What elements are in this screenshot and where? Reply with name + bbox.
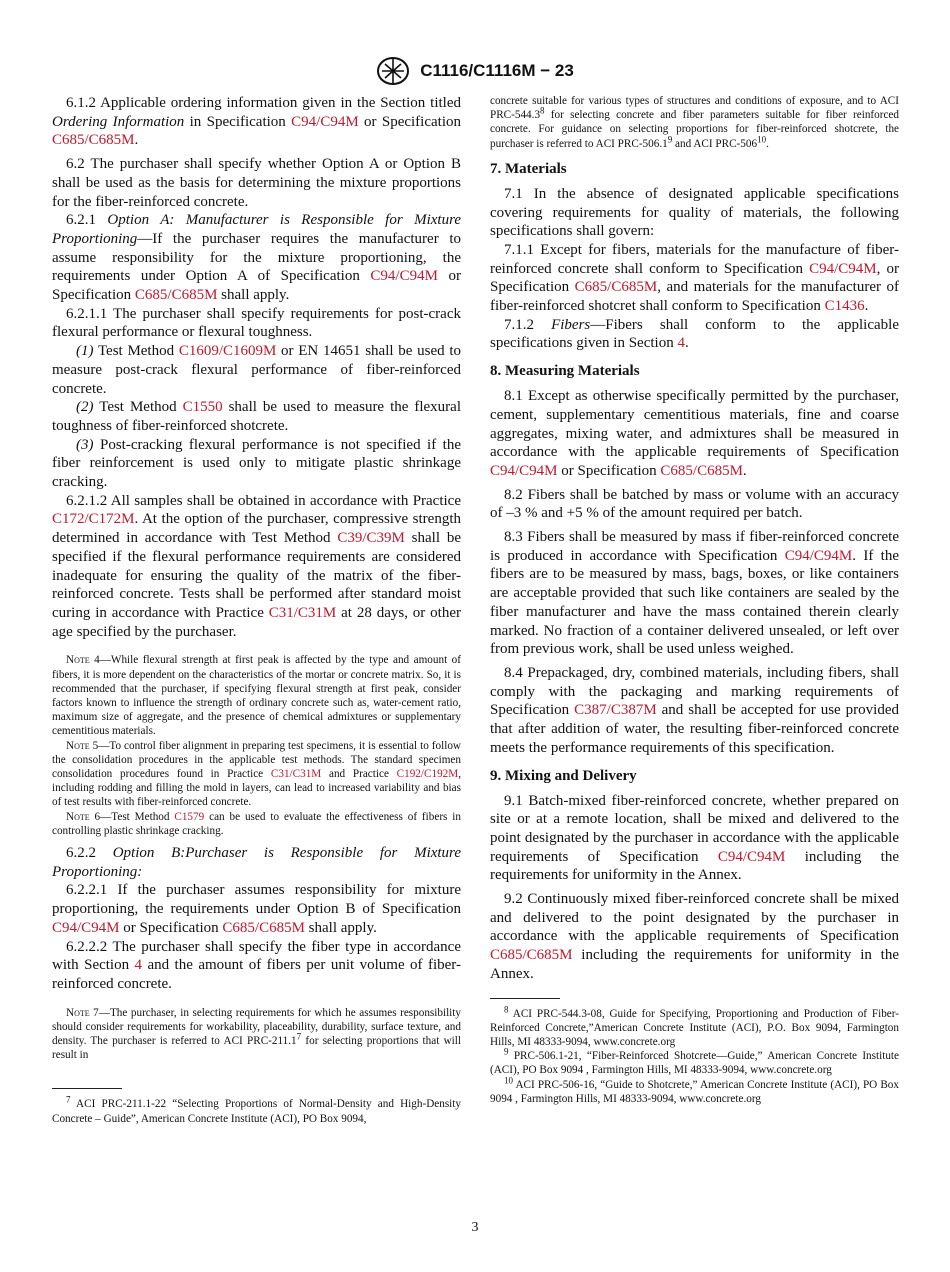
para-6-2: 6.2 The purchaser shall specify whether Option A or Option B shall be used as the basis for determining the mixture proportions for the fiber-reinforced concrete.: [52, 156, 461, 210]
link-c94[interactable]: C94/C94M: [52, 919, 120, 936]
link-c172[interactable]: C172/C172M: [52, 511, 135, 528]
left-column: [52, 94, 461, 1126]
para-9-2: 9.2 Continuously mixed fiber-reinforced concrete shall be mixed and delivered to the point designated by the purchaser in accordance with the applicable requirements of Specification C685/C685M including the requirements for uniformity in the Annex.: [490, 891, 899, 982]
link-c1579[interactable]: C1579: [174, 810, 205, 823]
footnote-divider: [52, 1088, 122, 1089]
para-6-2-2-2: 6.2.2.2 The purchaser shall specify the fiber type in accordance with Section 4 and the amount of fibers per unit volume of fiber-reinforced concrete.: [52, 938, 461, 992]
link-c1609[interactable]: C1609/C1609M: [178, 343, 277, 360]
right-column: [490, 94, 899, 1106]
section-heading-7: 7. Materials: [490, 160, 567, 177]
page-header: [0, 56, 950, 86]
link-c94[interactable]: C94/C94M: [809, 260, 877, 277]
link-c685[interactable]: C685/C685M: [222, 919, 305, 936]
footnote-10: $^{10}$ ACI PRC-506-16, “Guide to Shotcrete,” American Concrete Institute (ACI), PO Box 9094 , Farmington Hills, MI 48333-9094, www.concrete.org: [490, 1074, 899, 1105]
link-c94[interactable]: C94/C94M: [717, 848, 786, 865]
link-section-4[interactable]: 4: [677, 335, 685, 352]
para-8-3: 8.3 Fibers shall be measured by mass if fiber-reinforced concrete is produced in accordance with Specification C94/C94M. If the fibers are to be measured by mass, bags, boxes, or like containers are acceptable provided that such like containers are sealed by the fiber manufacturer and have the mass contained therein clearly marked. No fraction of a container delivered unsealed, or left over from previous work, shall be used unless weighed.: [490, 529, 899, 658]
link-c94[interactable]: C94/C94M: [784, 547, 853, 564]
link-c31[interactable]: C31/C31M: [270, 768, 322, 781]
link-c1436[interactable]: C1436: [824, 298, 865, 315]
link-c685[interactable]: C685/C685M: [52, 132, 135, 149]
note-6: Note 6—Test Method C1579 can be used to evaluate the effectiveness of fibers in controlling plastic shrinkage cracking.: [52, 810, 461, 837]
para-7-1: 7.1 In the absence of designated applicable specifications covering requirements for quality of materials, the following specifications shall govern:: [490, 185, 899, 240]
section-heading-8: 8. Measuring Materials: [490, 363, 640, 380]
link-c94[interactable]: C94/C94M: [291, 113, 359, 130]
note-5: Note 5—To control fiber alignment in preparing test specimens, it is essential to follow the consolidation procedures in the applicable test methods. The standard specimen consolidation procedures found in Practice C31/C31M and Practice C192/C192M, including rodding and filling the mold in layers, can lead to increased variability and bias of test results with fiber-reinforced concrete.: [52, 739, 461, 809]
para-6-2-2: 6.2.2 Option B:Purchaser is Responsible for Mixture Proportioning:: [52, 845, 461, 880]
para-8-4: 8.4 Prepackaged, dry, combined materials, including fibers, shall comply with the packaging and marking requirements of Specification C387/C387M and shall be accepted for use provided that after addition of water, the resulting fiber-reinforced concrete meets the performance requirements of this specification.: [490, 664, 899, 756]
para-9-1: 9.1 Batch-mixed fiber-reinforced concrete, whether prepared on site or at a remote location, shall be mixed and delivered to the point designated by the purchaser in accordance with the applicable requirements of Specification C94/C94M including the requirements for uniformity in the Annex.: [490, 792, 899, 884]
para-8-1: 8.1 Except as otherwise specifically permitted by the purchaser, cement, supplementary cementitious materials, fine and coarse aggregates, mixing water, and admixtures shall be measured in accordance with the applicable requirements of Specification C94/C94M or Specification C685/C685M.: [490, 388, 899, 479]
note-7: Note 7—The purchaser, in selecting requirements for which he assumes responsibility should consider requirements for workability, placeability, durability, surface texture, and density. The purchaser is referred to ACI PRC-211.1$^7$ for selecting proportions that will result in: [52, 1006, 461, 1062]
astm-logo-icon: [376, 56, 410, 86]
link-c685[interactable]: C685/C685M: [660, 462, 743, 479]
list-item-3: (3) Post-cracking flexural performance is not specified if the fiber reinforcement is used only to mitigate plastic shrinkage cracking.: [52, 436, 461, 491]
para-8-2: 8.2 Fibers shall be batched by mass or volume with an accuracy of –3 % and +5 % of the amount required per batch.: [490, 486, 899, 522]
page-number: 3: [471, 1220, 479, 1235]
para-6-2-1-1: 6.2.1.1 The purchaser shall specify requirements for post-crack flexural performance or flexural toughness.: [52, 305, 461, 341]
link-c387[interactable]: C387/C387M: [574, 702, 657, 719]
link-c94[interactable]: C94/C94M: [490, 462, 558, 479]
para-6-2-1: 6.2.1 Option A: Manufacturer is Responsible for Mixture Proportioning—If the purchaser requires the manufacturer to assume responsibility for the mixture proportioning, the requirements under Option A of Specification C94/C94M or Specification C685/C685M shall apply.: [52, 212, 462, 304]
para-6-2-2-1: 6.2.2.1 If the purchaser assumes responsibility for mixture proportioning, the requirements under Option B of Specification C94/C94M or Specification C685/C685M shall apply.: [52, 882, 461, 936]
link-c31[interactable]: C31/C31M: [268, 604, 337, 621]
link-c39[interactable]: C39/C39M: [337, 530, 405, 547]
footnote-9: $^9$ PRC-506.1-21, “Fiber-Reinforced Shotcrete—Guide,” American Concrete Institute (ACI), PO Box 9094 , Farmington Hills, MI 48333-9094, www.concrete.org: [490, 1046, 899, 1077]
link-c192[interactable]: C192/C192M: [396, 768, 459, 781]
footnote-divider: [490, 998, 560, 999]
para-6-1-2: 6.1.2 Applicable ordering information given in the Section titled Ordering Information in Specification C94/C94M or Specification C685/C685M.: [52, 95, 461, 149]
link-c685[interactable]: C685/C685M: [490, 947, 573, 964]
note-7-continued: concrete suitable for various types of structures and conditions of exposure, and to ACI PRC-544.3$^8$ for selecting concrete and fiber parameters suitable for fiber reinforced concrete. For guidance on selecting proportions for fiber-reinforced shotcrete, the purchaser is referred to ACI PRC-506.1$^9$ and ACI PRC-$506^{10}$.: [490, 95, 899, 150]
footnote-8: $^8$ ACI PRC-544.3-08, Guide for Specifying, Proportioning and Production of Fiber-Reinforced Concrete,”American Concrete Institute (ACI), P.O. Box 9094, Farmington Hills, MI 48333-9094, www.concrete.org: [490, 1003, 899, 1048]
document-designation: C1116/C1116M − 23: [420, 61, 574, 80]
list-item-1: (1) Test Method C1609/C1609M or EN 14651 shall be used to measure post-crack flexural performance of fiber-reinforced concrete.: [52, 343, 462, 397]
link-c685[interactable]: C685/C685M: [574, 279, 658, 296]
para-6-2-1-2: 6.2.1.2 All samples shall be obtained in accordance with Practice C172/C172M. At the option of the purchaser, compressive strength determined in accordance with Test Method C39/C39M shall be specified if the flexural performance requirements are considered inadequate for ensuring the quality of the matrix of the fiber-reinforced concrete. Tests shall be performed after standard moist curing in accordance with Practice C31/C31M at 28 days, or other age specified by the purchaser.: [52, 492, 461, 640]
link-section-4[interactable]: 4: [134, 957, 143, 974]
para-7-1-2: 7.1.2 Fibers—Fibers shall conform to the applicable specifications given in Section 4.: [490, 316, 899, 352]
link-c685[interactable]: C685/C685M: [134, 287, 218, 304]
footnote-7: $^7$ ACI PRC-211.1-22 “Selecting Proportions of Normal-Density and High-Density Concrete – Guide”, American Concrete Institute (ACI), PO Box 9094,: [52, 1094, 461, 1125]
list-item-2: (2) Test Method C1550 shall be used to measure the flexural toughness of fiber-reinforced shotcrete.: [52, 399, 462, 434]
para-7-1-1: 7.1.1 Except for fibers, materials for the manufacture of fiber-reinforced concrete shall conform to Specification C94/C94M, or Specification C685/C685M, and materials for the manufacturer of fiber-reinforced shotcret shall conform to Specification C1436.: [490, 241, 899, 315]
link-c1550[interactable]: C1550: [182, 399, 223, 416]
section-heading-9: 9. Mixing and Delivery: [490, 767, 637, 784]
note-4: Note 4—While flexural strength at first peak is affected by the type and amount of fibers, it is more dependent on the characteristics of the mortar or concrete matrix. So, it is recommended that the purchaser, if specifying flexural strength at first peak, consider factors known to influence the strength of ordinary concrete such as, water-cement ratio, maximum size of aggregate, and the presence of chemical admixtures or supplementary cementitious materials.: [52, 654, 461, 738]
link-c94[interactable]: C94/C94M: [370, 268, 438, 285]
